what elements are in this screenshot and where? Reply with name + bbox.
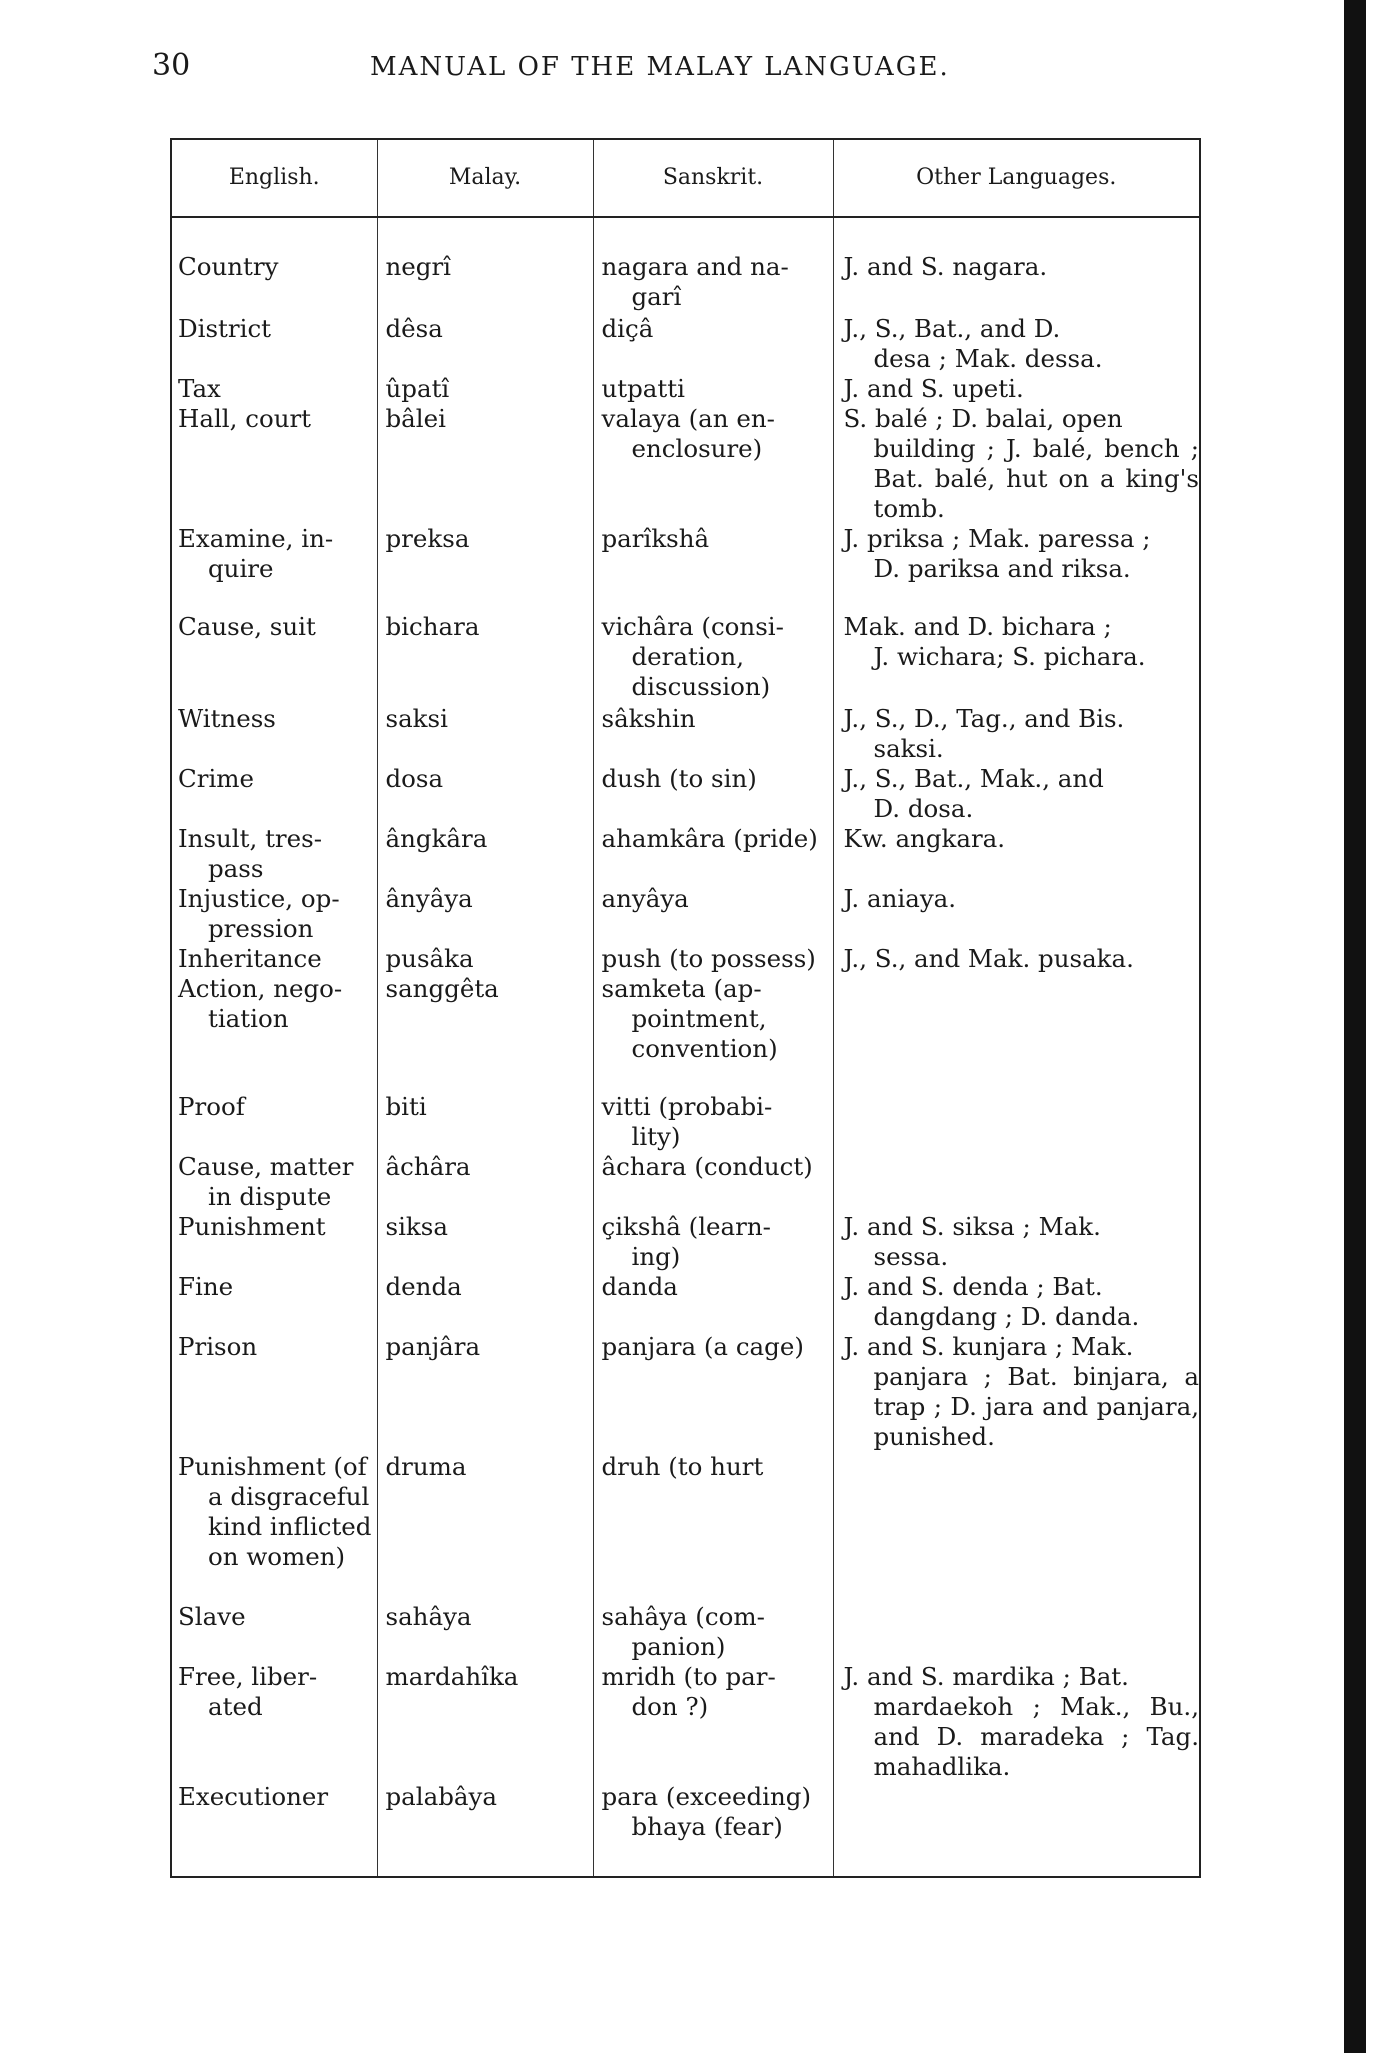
column-header-other-languages: Other Languages. — [833, 139, 1200, 217]
cell-english-text: Punishment (of — [178, 1452, 367, 1481]
cell-malay-text: bichara — [385, 612, 480, 641]
cell-sanskrit — [593, 524, 833, 612]
cell-sanskrit-continuation: deration, discussion) — [631, 642, 771, 701]
cell-other-languages-text: J. and S. denda ; Bat. — [843, 1272, 1103, 1301]
cell-english-text: Proof — [178, 1092, 245, 1121]
table-row — [171, 1332, 1200, 1452]
cell-other-languages-text: J. and S. nagara. — [843, 252, 1048, 281]
cell-english — [171, 1452, 377, 1602]
cell-sanskrit — [593, 1212, 833, 1272]
cell-other-languages-continuation: sessa. — [873, 1242, 949, 1271]
cell-malay — [377, 252, 593, 314]
cell-english — [171, 1332, 377, 1452]
cell-other-languages-continuation: mardaekoh ; Mak., Bu., and D. maradeka ; Tag. mahadlika. — [873, 1692, 1199, 1781]
table-row — [171, 944, 1200, 974]
cell-malay — [377, 524, 593, 612]
cell-english-text: Prison — [178, 1332, 258, 1361]
cell-sanskrit-text: druh (to hurt — [601, 1452, 764, 1481]
book-spine-edge — [1344, 0, 1366, 2053]
cell-english-continuation: in dispute — [208, 1182, 332, 1211]
cell-english — [171, 524, 377, 612]
cell-malay-text: siksa — [385, 1212, 448, 1241]
cell-malay-text: âchâra — [385, 1152, 471, 1181]
cell-other-languages-text: Kw. angkara. — [843, 824, 1006, 853]
cell-english — [171, 404, 377, 524]
cell-other-languages-continuation: saksi. — [873, 734, 944, 763]
cell-sanskrit-text: danda — [601, 1272, 678, 1301]
cell-malay — [377, 764, 593, 824]
table-row — [171, 252, 1200, 314]
column-header-english: English. — [171, 139, 377, 217]
cell-english-text: Injustice, op- — [178, 884, 340, 913]
table-row — [171, 1452, 1200, 1602]
cell-other-languages — [833, 404, 1200, 524]
cell-sanskrit — [593, 704, 833, 764]
table-row — [171, 974, 1200, 1092]
cell-malay — [377, 1782, 593, 1842]
vocabulary-table-container — [170, 138, 1199, 1878]
cell-sanskrit — [593, 314, 833, 374]
cell-english — [171, 612, 377, 704]
cell-sanskrit-text: vitti (probabi- — [601, 1092, 773, 1121]
cell-other-languages-continuation: panjara ; Bat. binjara, a trap ; D. jara and panjara, punished. — [873, 1362, 1199, 1451]
cell-other-languages-continuation: building ; J. balé, bench ; Bat. balé, hut on a king's tomb. — [873, 434, 1199, 523]
cell-sanskrit-text: diçâ — [601, 314, 654, 343]
cell-sanskrit-text: ahamkâra (pride) — [601, 824, 818, 853]
cell-english-text: Tax — [178, 374, 221, 403]
cell-english-text: Hall, court — [178, 404, 312, 433]
cell-sanskrit — [593, 764, 833, 824]
table-row — [171, 612, 1200, 704]
cell-other-languages — [833, 612, 1200, 704]
cell-english — [171, 1152, 377, 1212]
table-row — [171, 764, 1200, 824]
cell-malay-text: palabâya — [385, 1782, 497, 1811]
cell-malay — [377, 612, 593, 704]
cell-sanskrit — [593, 974, 833, 1092]
cell-sanskrit — [593, 944, 833, 974]
cell-other-languages — [833, 374, 1200, 404]
cell-malay — [377, 1152, 593, 1212]
cell-sanskrit-text: mridh (to par- — [601, 1662, 776, 1691]
cell-english — [171, 764, 377, 824]
cell-other-languages — [833, 1092, 1200, 1152]
table-row — [171, 1782, 1200, 1842]
cell-english-text: District — [178, 314, 272, 343]
cell-other-languages-continuation: dangdang ; D. danda. — [873, 1302, 1140, 1331]
cell-malay — [377, 1452, 593, 1602]
cell-malay — [377, 314, 593, 374]
cell-other-languages-text: J., S., Bat., Mak., and — [843, 764, 1104, 793]
cell-other-languages-text: J. and S. upeti. — [843, 374, 1024, 403]
cell-other-languages — [833, 1212, 1200, 1272]
cell-other-languages-text: J. priksa ; Mak. paressa ; — [843, 524, 1151, 553]
table-row — [171, 314, 1200, 374]
cell-other-languages-text: J., S., and Mak. pusaka. — [843, 944, 1134, 973]
cell-malay-text: dosa — [385, 764, 444, 793]
cell-other-languages — [833, 1332, 1200, 1452]
cell-sanskrit — [593, 1782, 833, 1842]
cell-sanskrit-text: push (to possess) — [601, 944, 816, 973]
cell-malay-text: preksa — [385, 524, 470, 553]
cell-sanskrit-text: âchara (conduct) — [601, 1152, 813, 1181]
cell-english — [171, 884, 377, 944]
cell-other-languages — [833, 1272, 1200, 1332]
cell-malay — [377, 884, 593, 944]
cell-sanskrit-text: çikshâ (learn- — [601, 1212, 771, 1241]
cell-malay-text: bâlei — [385, 404, 446, 433]
cell-english — [171, 1782, 377, 1842]
cell-english — [171, 824, 377, 884]
table-row — [171, 1152, 1200, 1212]
cell-other-languages-continuation: J. wichara; S. pichara. — [873, 642, 1146, 671]
cell-malay — [377, 1662, 593, 1782]
cell-sanskrit — [593, 1272, 833, 1332]
cell-other-languages-text: J., S., Bat., and D. — [843, 314, 1061, 343]
cell-sanskrit-text: nagara and na- — [601, 252, 789, 281]
cell-malay — [377, 404, 593, 524]
cell-sanskrit-text: panjara (a cage) — [601, 1332, 804, 1361]
cell-english-continuation: pass — [208, 854, 264, 883]
cell-malay-text: ângkâra — [385, 824, 488, 853]
cell-malay-text: dêsa — [385, 314, 443, 343]
cell-sanskrit-continuation: lity) — [631, 1122, 681, 1151]
cell-other-languages — [833, 1602, 1200, 1662]
cell-other-languages — [833, 824, 1200, 884]
cell-sanskrit-continuation: pointment, convention) — [631, 1004, 778, 1063]
cell-other-languages-text: S. balé ; D. balai, open — [843, 404, 1123, 433]
cell-malay-text: saksi — [385, 704, 448, 733]
table-row — [171, 524, 1200, 612]
cell-english-text: Cause, matter — [178, 1152, 354, 1181]
cell-sanskrit — [593, 252, 833, 314]
cell-english-continuation: ated — [208, 1692, 263, 1721]
cell-sanskrit — [593, 1602, 833, 1662]
cell-other-languages — [833, 764, 1200, 824]
cell-sanskrit — [593, 374, 833, 404]
cell-sanskrit — [593, 1152, 833, 1212]
cell-other-languages — [833, 1782, 1200, 1842]
cell-english-continuation: tiation — [208, 1004, 289, 1033]
cell-malay — [377, 1602, 593, 1662]
cell-sanskrit-continuation: ing) — [631, 1242, 681, 1271]
cell-english-text: Inheritance — [178, 944, 322, 973]
cell-other-languages-text: J., S., D., Tag., and Bis. — [843, 704, 1125, 733]
cell-other-languages-text: J. aniaya. — [843, 884, 957, 913]
cell-sanskrit-continuation: enclosure) — [631, 434, 763, 463]
cell-other-languages-text: Mak. and D. bichara ; — [843, 612, 1112, 641]
cell-malay-text: mardahîka — [385, 1662, 519, 1691]
cell-english — [171, 252, 377, 314]
cell-english-continuation: pression — [208, 914, 314, 943]
cell-malay — [377, 1332, 593, 1452]
cell-sanskrit-continuation: bhaya (fear) — [631, 1812, 783, 1841]
cell-other-languages — [833, 1452, 1200, 1602]
column-header-sanskrit: Sanskrit. — [593, 139, 833, 217]
cell-english — [171, 1662, 377, 1782]
cell-malay-text: biti — [385, 1092, 427, 1121]
table-row — [171, 374, 1200, 404]
cell-other-languages — [833, 524, 1200, 612]
cell-sanskrit-text: sahâya (com- — [601, 1602, 765, 1631]
cell-other-languages-continuation: desa ; Mak. dessa. — [873, 344, 1103, 373]
page-number: 30 — [152, 48, 191, 83]
cell-malay — [377, 974, 593, 1092]
cell-english-text: Fine — [178, 1272, 234, 1301]
cell-malay-text: denda — [385, 1272, 462, 1301]
cell-sanskrit — [593, 824, 833, 884]
cell-english — [171, 374, 377, 404]
table-row — [171, 1092, 1200, 1152]
table-row — [171, 1212, 1200, 1272]
table-row — [171, 884, 1200, 944]
column-header-malay: Malay. — [377, 139, 593, 217]
cell-english — [171, 974, 377, 1092]
cell-other-languages — [833, 974, 1200, 1092]
cell-sanskrit-continuation: don ?) — [631, 1692, 709, 1721]
table-spacer — [171, 217, 1200, 252]
table-row — [171, 404, 1200, 524]
cell-malay — [377, 704, 593, 764]
cell-english — [171, 314, 377, 374]
cell-other-languages — [833, 1152, 1200, 1212]
cell-english-text: Free, liber- — [178, 1662, 318, 1691]
cell-english — [171, 704, 377, 764]
cell-malay-text: negrî — [385, 252, 452, 281]
cell-other-languages-text: J. and S. mardika ; Bat. — [843, 1662, 1129, 1691]
table-bottom-rule — [171, 1842, 1200, 1877]
cell-sanskrit-text: samketa (ap- — [601, 974, 762, 1003]
cell-malay — [377, 944, 593, 974]
cell-english — [171, 944, 377, 974]
cell-malay — [377, 1212, 593, 1272]
cell-sanskrit — [593, 884, 833, 944]
cell-sanskrit-text: sâkshin — [601, 704, 696, 733]
cell-sanskrit-text: utpatti — [601, 374, 685, 403]
table-row — [171, 824, 1200, 884]
cell-sanskrit — [593, 404, 833, 524]
cell-english-text: Slave — [178, 1602, 246, 1631]
cell-english-text: Insult, tres- — [178, 824, 322, 853]
cell-english-text: Punishment — [178, 1212, 326, 1241]
cell-sanskrit-text: valaya (an en- — [601, 404, 775, 433]
cell-other-languages-text: J. and S. siksa ; Mak. — [843, 1212, 1101, 1241]
cell-sanskrit — [593, 612, 833, 704]
cell-other-languages — [833, 1662, 1200, 1782]
cell-english — [171, 1092, 377, 1152]
cell-sanskrit — [593, 1092, 833, 1152]
cell-malay — [377, 1272, 593, 1332]
cell-english-continuation: quire — [208, 554, 274, 583]
cell-other-languages — [833, 252, 1200, 314]
cell-sanskrit — [593, 1452, 833, 1602]
cell-malay-text: sahâya — [385, 1602, 472, 1631]
cell-sanskrit — [593, 1332, 833, 1452]
table-row — [171, 1272, 1200, 1332]
cell-other-languages — [833, 944, 1200, 974]
cell-sanskrit — [593, 1662, 833, 1782]
cell-other-languages — [833, 884, 1200, 944]
cell-english-text: Country — [178, 252, 279, 281]
cell-other-languages — [833, 314, 1200, 374]
cell-malay-text: ânyâya — [385, 884, 473, 913]
cell-sanskrit-text: parîkshâ — [601, 524, 710, 553]
cell-other-languages — [833, 704, 1200, 764]
cell-english-text: Cause, suit — [178, 612, 316, 641]
cell-malay — [377, 374, 593, 404]
table-row — [171, 1662, 1200, 1782]
cell-sanskrit-text: para (exceeding) — [601, 1782, 812, 1811]
cell-malay-text: panjâra — [385, 1332, 481, 1361]
cell-english-text: Witness — [178, 704, 276, 733]
cell-malay-text: ûpatî — [385, 374, 450, 403]
table-row — [171, 1602, 1200, 1662]
table-body — [171, 217, 1200, 1877]
cell-sanskrit-continuation: panion) — [631, 1632, 726, 1661]
cell-sanskrit-text: vichâra (consi- — [601, 612, 784, 641]
vocabulary-table — [170, 138, 1201, 1878]
table-header-row — [171, 139, 1200, 217]
cell-malay-text: pusâka — [385, 944, 474, 973]
running-title: MANUAL OF THE MALAY LANGUAGE. — [370, 52, 950, 82]
cell-other-languages-text: J. and S. kunjara ; Mak. — [843, 1332, 1134, 1361]
cell-other-languages-continuation: D. dosa. — [873, 794, 974, 823]
cell-other-languages-continuation: D. pariksa and riksa. — [873, 554, 1131, 583]
cell-english-text: Executioner — [178, 1782, 329, 1811]
cell-english-text: Action, nego- — [178, 974, 343, 1003]
cell-english-text: Examine, in- — [178, 524, 334, 553]
cell-malay-text: druma — [385, 1452, 467, 1481]
cell-malay — [377, 1092, 593, 1152]
cell-sanskrit-text: dush (to sin) — [601, 764, 757, 793]
cell-english — [171, 1602, 377, 1662]
cell-sanskrit-text: anyâya — [601, 884, 689, 913]
cell-english-continuation: a disgraceful kind inflicted on women) — [208, 1482, 372, 1571]
cell-malay-text: sanggêta — [385, 974, 499, 1003]
cell-sanskrit-continuation: garî — [631, 282, 682, 311]
cell-english-text: Crime — [178, 764, 255, 793]
cell-english — [171, 1212, 377, 1272]
cell-english — [171, 1272, 377, 1332]
table-row — [171, 704, 1200, 764]
cell-malay — [377, 824, 593, 884]
